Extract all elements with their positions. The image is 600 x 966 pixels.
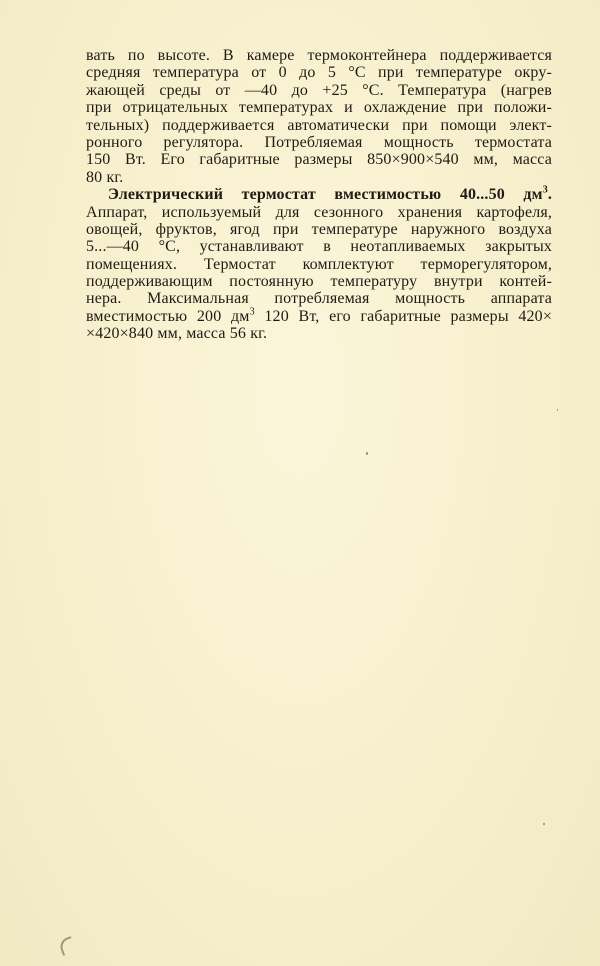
text-line: Аппарат, используемый для сезонного хранения картофеля,	[86, 203, 552, 221]
text-line: ×420×840 мм, масса 56 кг.	[86, 325, 268, 343]
text-line: нера. Максимальная потребляемая мощность аппарата	[86, 290, 552, 308]
paragraph-thermocontainer	[86, 47, 552, 186]
heading-superscript: 3	[542, 184, 548, 196]
text-line: 80 кг.	[86, 168, 124, 186]
heading-text: Электрический термостат вместимостью 40...50 дм	[108, 186, 543, 204]
page-corner-mark	[58, 936, 77, 956]
text-line: помещениях. Термостат комплектуют терморегулятором,	[86, 255, 552, 273]
text-line: вать по высоте. В камере термоконтейнера поддерживается	[86, 47, 552, 64]
line-part: 120 Вт, его габаритные размеры 420×	[254, 307, 553, 325]
superscript: 3	[249, 306, 255, 318]
paragraph-electric-thermostat	[86, 186, 552, 343]
section-heading	[86, 186, 552, 203]
text-line: 5...—40 °С, устанавливают в неотапливаемых закрытых	[86, 238, 552, 256]
text-line: ронного регулятора. Потребляемая мощность термостата	[86, 133, 552, 151]
text-line: поддерживающим постоянную температуру внутри контей-	[86, 273, 552, 291]
paper-speck	[557, 409, 558, 411]
paper-speck	[366, 452, 368, 455]
text-line: 150 Вт. Его габаритные размеры 850×900×540 мм, масса	[86, 151, 552, 169]
heading-period: .	[547, 186, 552, 204]
text-line: при отрицательных температурах и охлаждение при положи-	[86, 99, 552, 117]
text-line: средняя температура от 0 до 5 °С при температуре окру-	[86, 64, 552, 82]
text-block	[86, 47, 552, 343]
line-part: вместимостью 200 дм	[86, 307, 250, 325]
text-line: овощей, фруктов, ягод при температуре наружного воздуха	[86, 220, 552, 238]
text-line: тельных) поддерживается автоматически при помощи элект-	[86, 116, 552, 134]
text-line-with-superscript	[86, 308, 552, 325]
text-line: жающей среды от —40 до +25 °С. Температура (нагрев	[86, 81, 552, 99]
paper-speck	[543, 823, 545, 825]
